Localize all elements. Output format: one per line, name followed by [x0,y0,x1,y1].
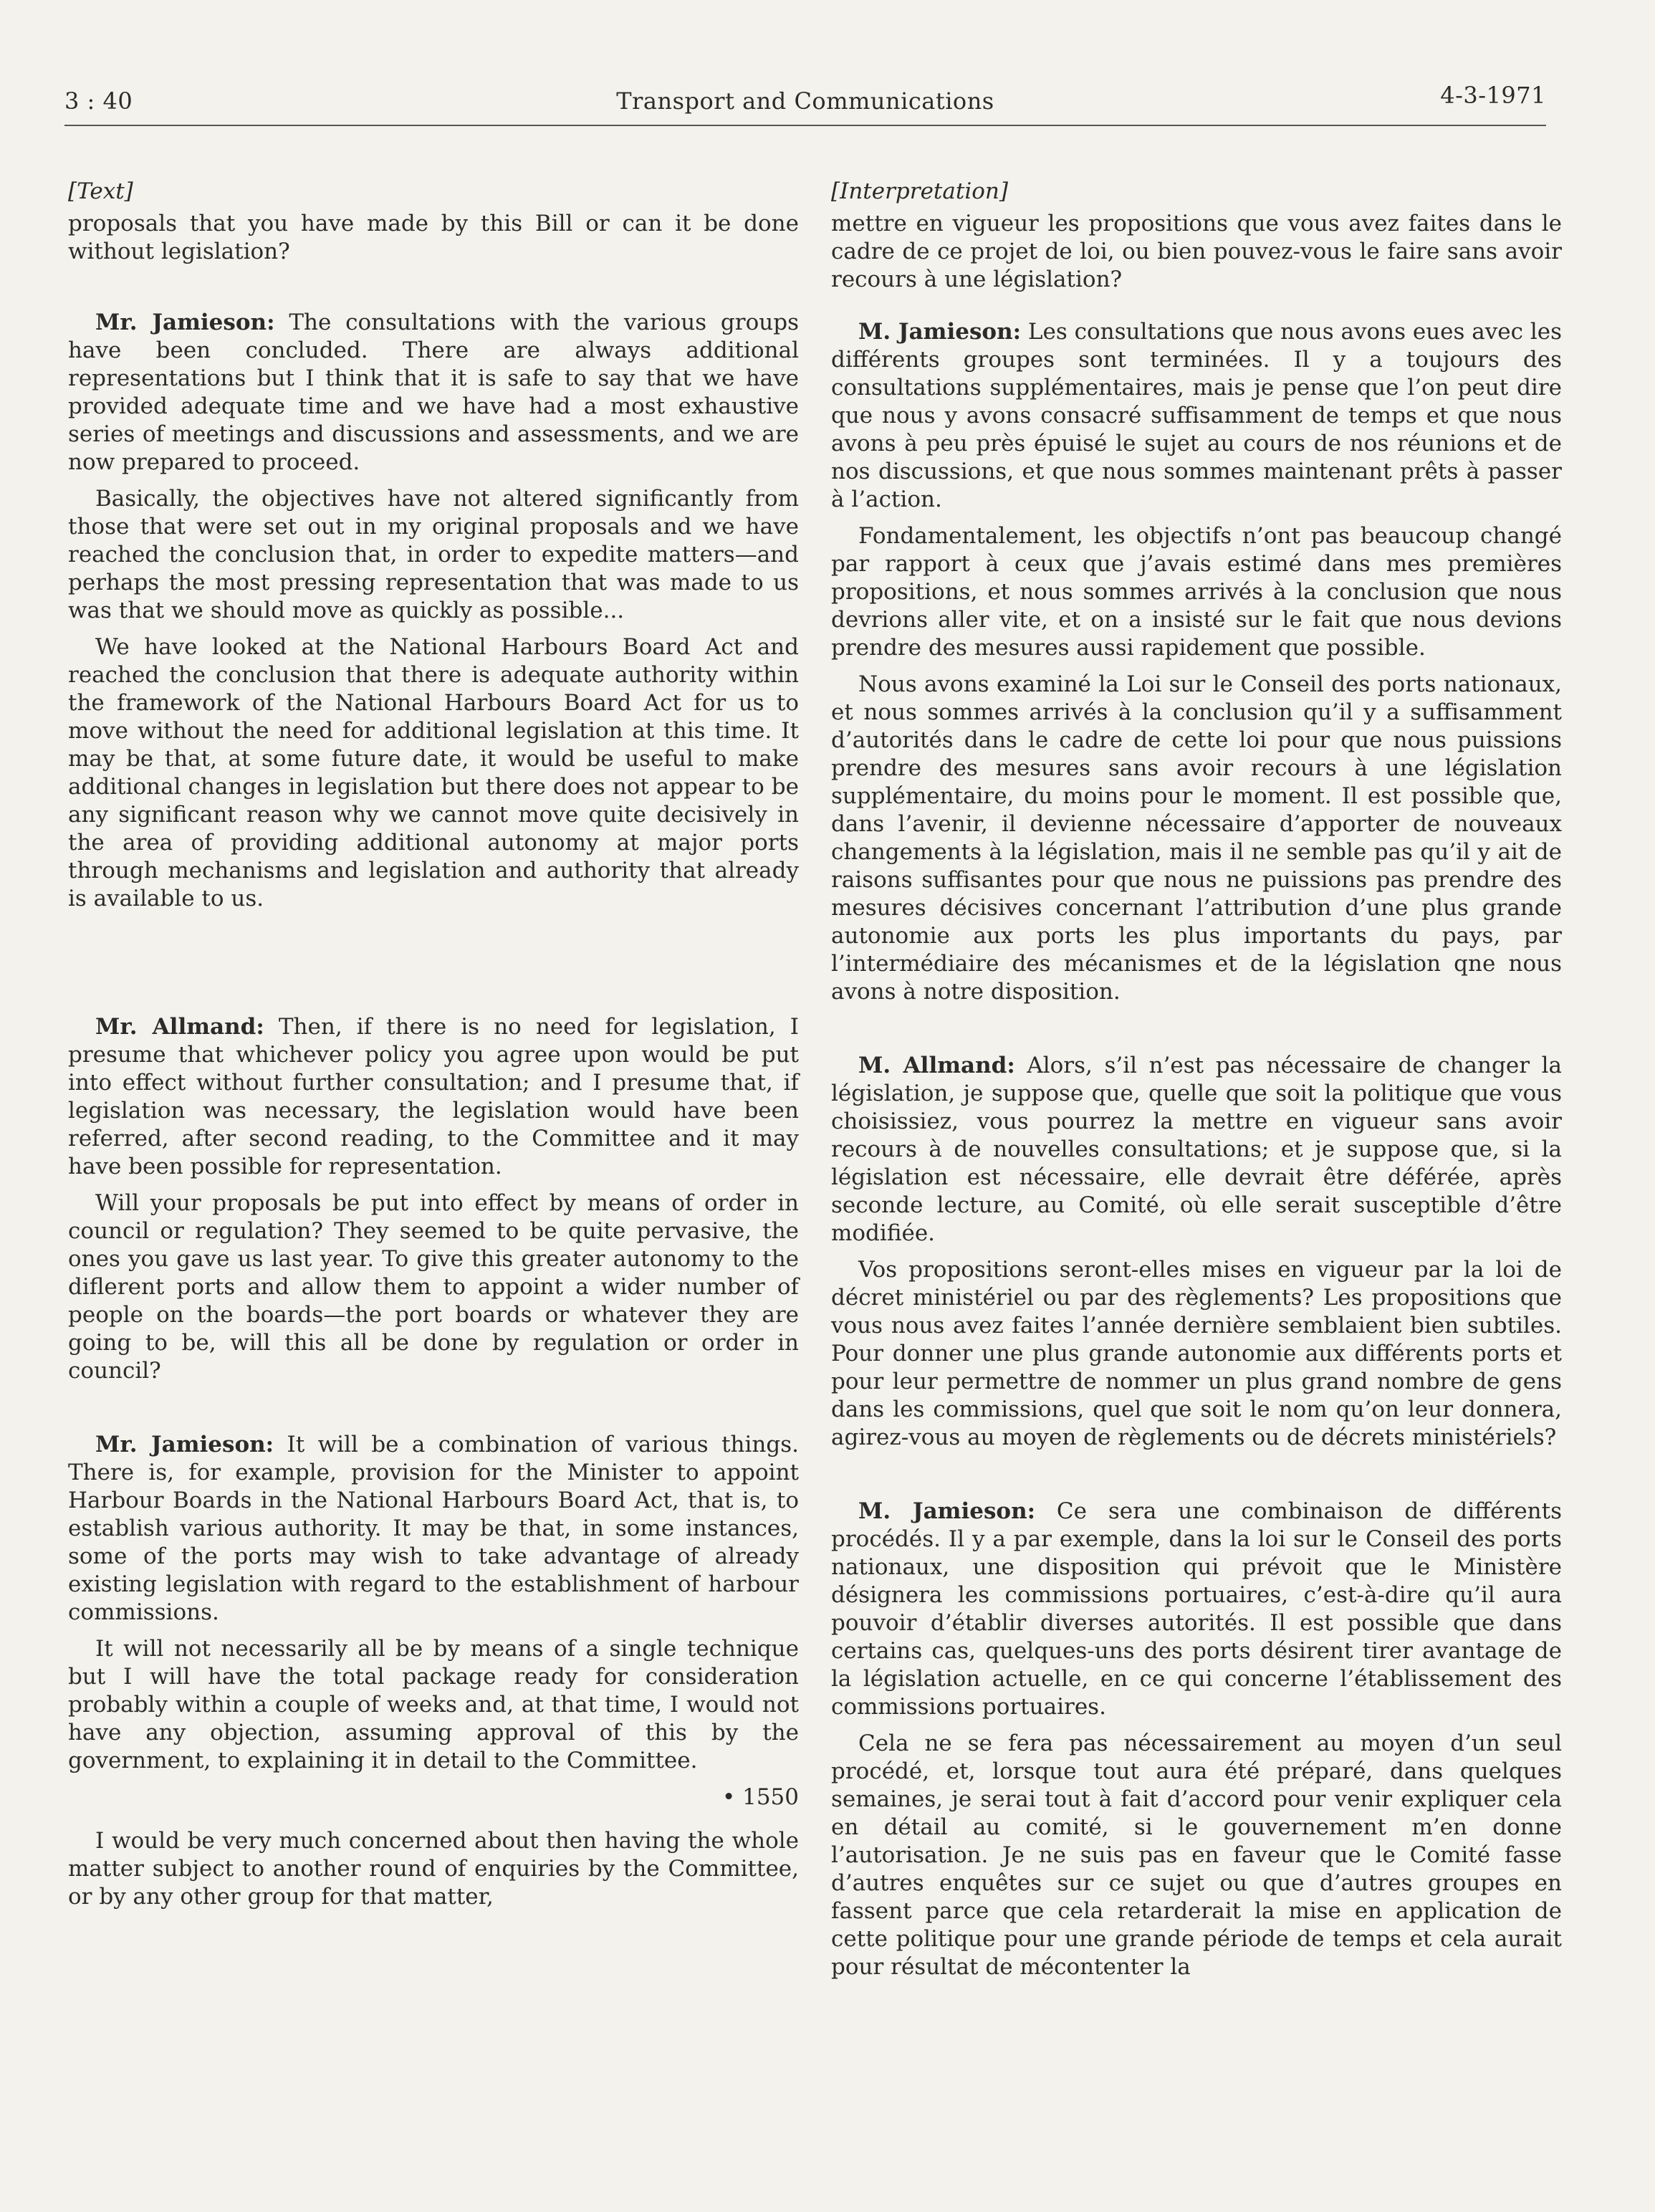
page-header [64,82,1546,128]
speech-paragraph [68,309,799,477]
page-number: 3 : 40 [64,87,133,115]
running-title: Transport and Communications [616,87,994,115]
speech-paragraph [831,318,1562,514]
speech-text: Alors, s’il n’est pas nécessaire de changer la législation, je suppose que, quelle que soit la politique que vous choisissiez, vous pourrez la mettre en vigueur sans avoir recours à de nouvelles consultations; et je suppose que, si la législation est nécessaire, elle devrait être déférée, après seconde lecture, au Comité, où elle serait susceptible d’être modifiée. [831,1053,1562,1246]
time-marker: • 1550 [721,1784,799,1810]
speech-paragraph [68,1431,799,1627]
spacer [831,1015,1562,1052]
paragraph: Fondamentalement, les objectifs n’ont pas beaucoup changé par rapport à ceux que j’avais estimé dans mes premières propositions, et nous sommes arrivés à la conclusion que nous devrions aller vite, et on a insisté sur le fait que nous devions prendre des mesures aussi rapidement que possible. [831,523,1562,661]
speech-text: Then, if there is no need for legislation, I presume that whichever policy you agree upon would be put into effect without further consultation; and I presume that, if legislation was necessary, the legislation would have been referred, after second reading, to the Committee and it may have been possible for representation. [68,1014,799,1179]
speech-text: Ce sera une combinaison de différents procédés. Il y a par exemple, dans la loi sur le Conseil des ports nationaux, une disposition qui prévoit que le Ministère désignera les commissions portuaires, c’est-à-dire qu’il aura pouvoir d’établir diverses autorités. Il est possible que dans certains cas, quelques-uns des ports désirent tirer avantage de la législation actuelle, en ce qui concerne l’établissement des commissions portuaires. [831,1498,1562,1720]
speaker-name: Mr. Allmand: [95,1014,264,1040]
speaker-name: M. Jamieson: [858,319,1022,345]
english-column [68,178,799,1920]
header-rule [64,125,1546,126]
paragraph: It will not necessarily all be by means of a single technique but I will have the total package ready for consideration probably within a couple of weeks and, at that time, I would not have any objection, assuming approval of this by the government, to explaining it in detail to the Committee. [68,1636,799,1773]
spacer [68,921,799,1013]
speech-paragraph [831,1052,1562,1248]
paragraph: Cela ne se fera pas nécessairement au moyen d’un seul procédé, et, lorsque tout aura été préparé, dans quelques semaines, je serai tout à fait d’accord pour venir expliquer cela en détail au comité, si le gouvernement m’en donne l’autorisation. Je ne suis pas en faveur que le Comité fasse d’autres enquêtes sur ce sujet ou que d’autres groupes en fassent parce que cela retarderait la mise en application de cette politique pour une grande période de temps et cela aurait pour résultat de mécontenter la [831,1730,1562,1980]
spacer [68,1394,799,1431]
paragraph: Nous avons examiné la Loi sur le Conseil des ports nationaux, et nous sommes arrivés à la conclusion qu’il y a suffisamment d’autorités dans le cadre de cette loi pour que nous puissions prendre des mesures sans avoir recours à une législation supplémentaire, du moins pour le moment. Il est possible que, dans l’avenir, il devienne nécessaire d’apporter de nouveaux changements à la législation, mais il ne semble pas qu’il y ait de raisons suffisantes pour que nous ne puissions pas prendre des mesures décisives concernant l’attribution d’une plus grande autonomie aux ports les plus importants du pays, par l’intermédiaire des mécanismes et de la législation qne nous avons à notre disposition. [831,671,1562,1005]
paragraph: proposals that you have made by this Bill or can it be done without legislation? [68,211,799,264]
paragraph: Basically, the objectives have not altered significantly from those that were set out in my original proposals and we have reached the conclusion that, in order to expedite matters—and perhaps the most pressing representation that was made to us was that we should move as quickly as possible... [68,486,799,623]
speech-paragraph [68,1013,799,1181]
paragraph: mettre en vigueur les propositions que vous avez faites dans le cadre de ce projet de loi, ou bien pouvez-vous le faire sans avoir recours à une législation? [831,211,1562,292]
language-tag: [Text] [68,178,133,204]
paragraph: I would be very much concerned about then having the whole matter subject to another round of enquiries by the Committee, or by any other group for that matter, [68,1828,799,1910]
speaker-name: M. Jamieson: [858,1498,1036,1524]
speech-text: Les consultations que nous avons eues avec les différents groupes sont terminées. Il y a toujours des consultations supplémentaires, mais je pense que l’on peut dire que nous y avons consacré suffisamment de temps et que nous avons à peu près épuisé le sujet au cours de nos réunions et de nos discussions, et que nous sommes maintenant prêts à passer à l’action. [831,319,1563,512]
speech-text: It will be a combination of various things. There is, for example, provision for the Minister to appoint Harbour Boards in the National Harbours Board Act, that is, to establish various authority. It may be that, in some instances, some of the ports may wish to take advantage of already existing legislation with regard to the establishment of harbour commissions. [68,1432,799,1625]
header-date: 4-3-1971 [1440,82,1546,109]
paragraph: Vos propositions seront-elles mises en vigueur par la loi de décret ministériel ou par des règlements? Les propositions que vous nous avez faites l’année dernière semblaient bien subtiles. Pour donner une plus grande autonomie aux différents ports et pour leur permettre de nommer un plus grand nombre de gens dans les commissions, quel que soit le nom qu’on leur donnera, agirez-vous au moyen de règlements ou de décrets ministériels? [831,1257,1562,1450]
speaker-name: Mr. Jamieson: [95,310,275,335]
speech-text: The consultations with the various groups have been concluded. There are always additional representations but I think that it is safe to say that we have provided adequate time and we have had a most exhaustive series of meetings and discussions and assessments, and we are now prepared to proceed. [68,310,799,475]
french-column [831,178,1562,1990]
paragraph: We have looked at the National Harbours Board Act and reached the conclusion that there is adequate authority within the framework of the National Harbours Board Act for us to move without the need for additional legislation at this time. It may be that, at some future date, it would be useful to make additional changes in legislation but there does not appear to be any significant reason why we cannot move quite decisively in the area of providing additional autonomy at major ports through mechanisms and legislation and authority that already is available to us. [68,634,799,911]
speech-paragraph [831,1498,1562,1721]
speaker-name: M. Allmand: [858,1053,1015,1078]
speaker-name: Mr. Jamieson: [95,1432,274,1457]
paragraph: Will your proposals be put into effect by means of order in council or regulation? They seemed to be quite pervasive, the ones you gave us last year. To give this greater autonomy to the diflerent ports and allow them to appoint a wider number of people on the boards—the port boards or whatever they are going to be, will this all be done by regulation or order in council? [68,1190,799,1384]
spacer [831,1460,1562,1498]
language-tag: [Interpretation] [831,178,1008,204]
